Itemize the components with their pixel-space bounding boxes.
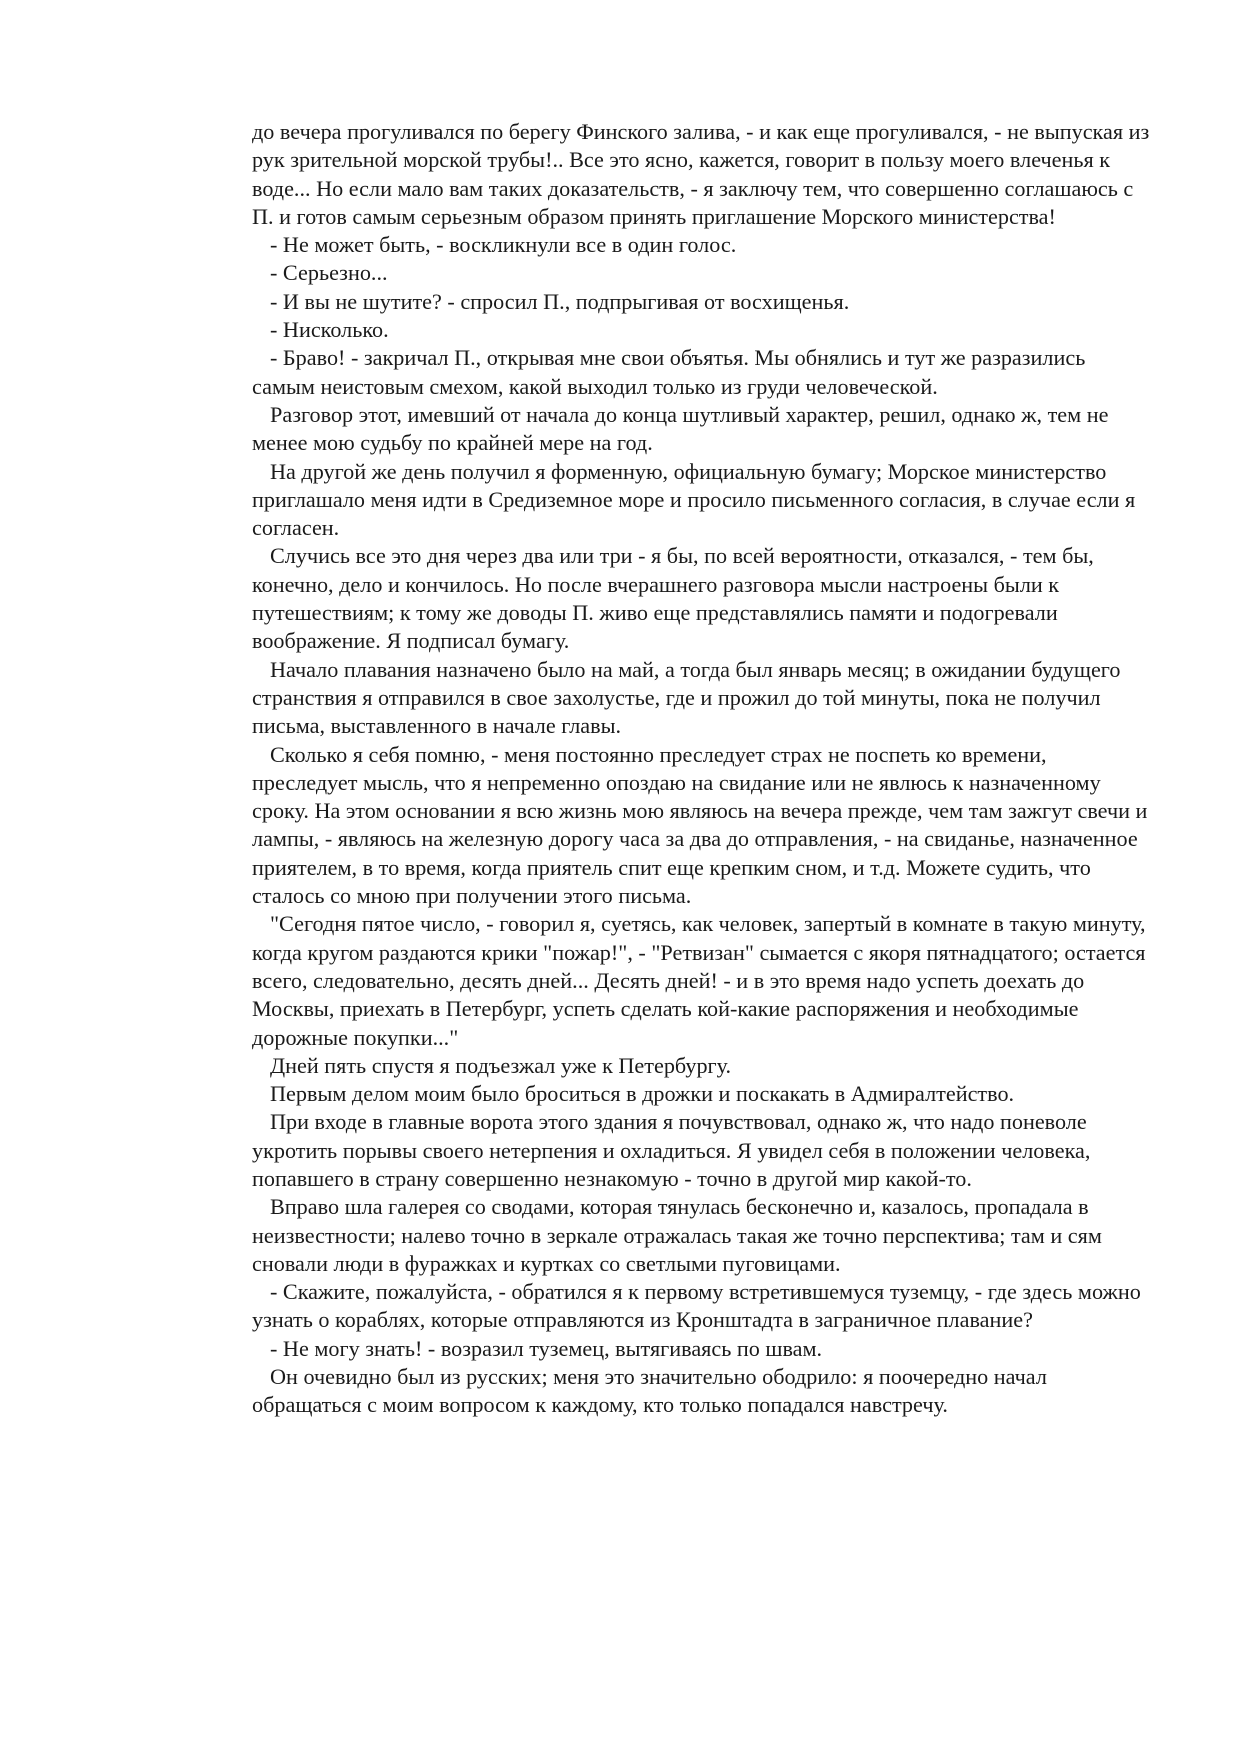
paragraph: Вправо шла галерея со сводами, которая тянулась бесконечно и, казалось, пропадала в неизвестности; налево точно в зеркале отражалась такая же точно перспектива; там и сям сновали люди в фуражках и куртках со светлыми пуговицами.	[252, 1194, 1102, 1276]
paragraph: - Не может быть, - воскликнули все в один голос.	[270, 232, 737, 258]
paragraph: При входе в главные ворота этого здания я почувствовал, однако ж, что надо поневоле укротить порывы своего нетерпения и охладиться. Я увидел себя в положении человека, попавшего в страну совершенно незнакомую - точно в другой мир какой-то.	[252, 1109, 1091, 1191]
paragraph: Случись все это дня через два или три - я бы, по всей вероятности, отказался, - тем бы, конечно, дело и кончилось. Но после вчерашнего разговора мысли настроены были к путешествиям; к тому же доводы П. живо еще представлялись памяти и подогревали воображение. Я подписал бумагу.	[252, 543, 1094, 654]
paragraph: Начало плавания назначено было на май, а тогда был январь месяц; в ожидании будущего странствия я отправился в свое захолустье, где и прожил до той минуты, пока не получил письма, выставленного в начале главы.	[252, 656, 1121, 739]
paragraph: - Не могу знать! - возразил туземец, вытягиваясь по швам.	[270, 1335, 823, 1361]
paragraph: Сколько я себя помню, - меня постоянно преследует страх не поспеть ко времени, преследует мысль, что я непременно опоздаю на свидание или не явлюсь к назначенному сроку. На этом основании я всю жизнь мою являюсь на вечера прежде, чем там зажгут свечи и лампы, - являюсь на железную дорогу часа за два до отправления, - на свиданье, назначенное приятелем, в то время, когда приятель спит еще крепким сном, и т.д. Можете судить, что сталось со мною при получении этого письма.	[252, 741, 1148, 909]
paragraph: Первым делом моим было броситься в дрожки и поскакать в Адмиралтейство.	[270, 1081, 1015, 1107]
paragraph: Разговор этот, имевший от начала до конца шутливый характер, решил, однако ж, тем не менее мою судьбу по крайней мере на год.	[252, 401, 1109, 456]
paragraph: Дней пять спустя я подъезжал уже к Петербургу.	[270, 1052, 732, 1078]
paragraph: - Браво! - закричал П., открывая мне свои объятья. Мы обнялись и тут же разразились самым неистовым смехом, какой выходил только из груди человеческой.	[252, 345, 1086, 399]
paragraph: до вечера прогуливался по берегу Финского залива, - и как еще прогуливался, - не выпуская из рук зрительной морской трубы!.. Все это ясно, кажется, говорит в пользу моего влеченья к воде... Но если мало вам таких доказательств, - я заключу тем, что совершенно соглашаюсь с П. и готов самым серьезным образом принять приглашение Морского министерства!	[252, 119, 1150, 229]
paragraph: - Серьезно...	[270, 260, 388, 286]
paragraph: - И вы не шутите? - спросил П., подпрыгивая от восхищенья.	[270, 288, 850, 314]
paragraph: "Сегодня пятое число, - говорил я, суетясь, как человек, запертый в комнате в такую минуту, когда кругом раздаются крики "пожар!", - "Ретвизан" сымается с якоря пятнадцатого; остается всего, следовательно, десять дней... Десять дней! - и в это время надо успеть доехать до Москвы, приехать в Петербург, успеть сделать кой-какие распоряжения и необходимые дорожные покупки..."	[252, 911, 1146, 1050]
paragraph: - Нисколько.	[270, 317, 389, 343]
body-text	[252, 118, 1152, 1420]
paragraph: Он очевидно был из русских; меня это значительно ободрило: я поочередно начал обращаться с моим вопросом к каждому, кто только попадался навстречу.	[252, 1364, 1047, 1418]
paragraph: - Скажите, пожалуйста, - обратился я к первому встретившемуся туземцу, - где здесь можно узнать о кораблях, которые отправляются из Кронштадта в заграничное плавание?	[252, 1279, 1141, 1333]
paragraph: На другой же день получил я форменную, официальную бумагу; Морское министерство приглашало меня идти в Средиземное море и просило письменного согласия, в случае если я согласен.	[252, 458, 1136, 541]
